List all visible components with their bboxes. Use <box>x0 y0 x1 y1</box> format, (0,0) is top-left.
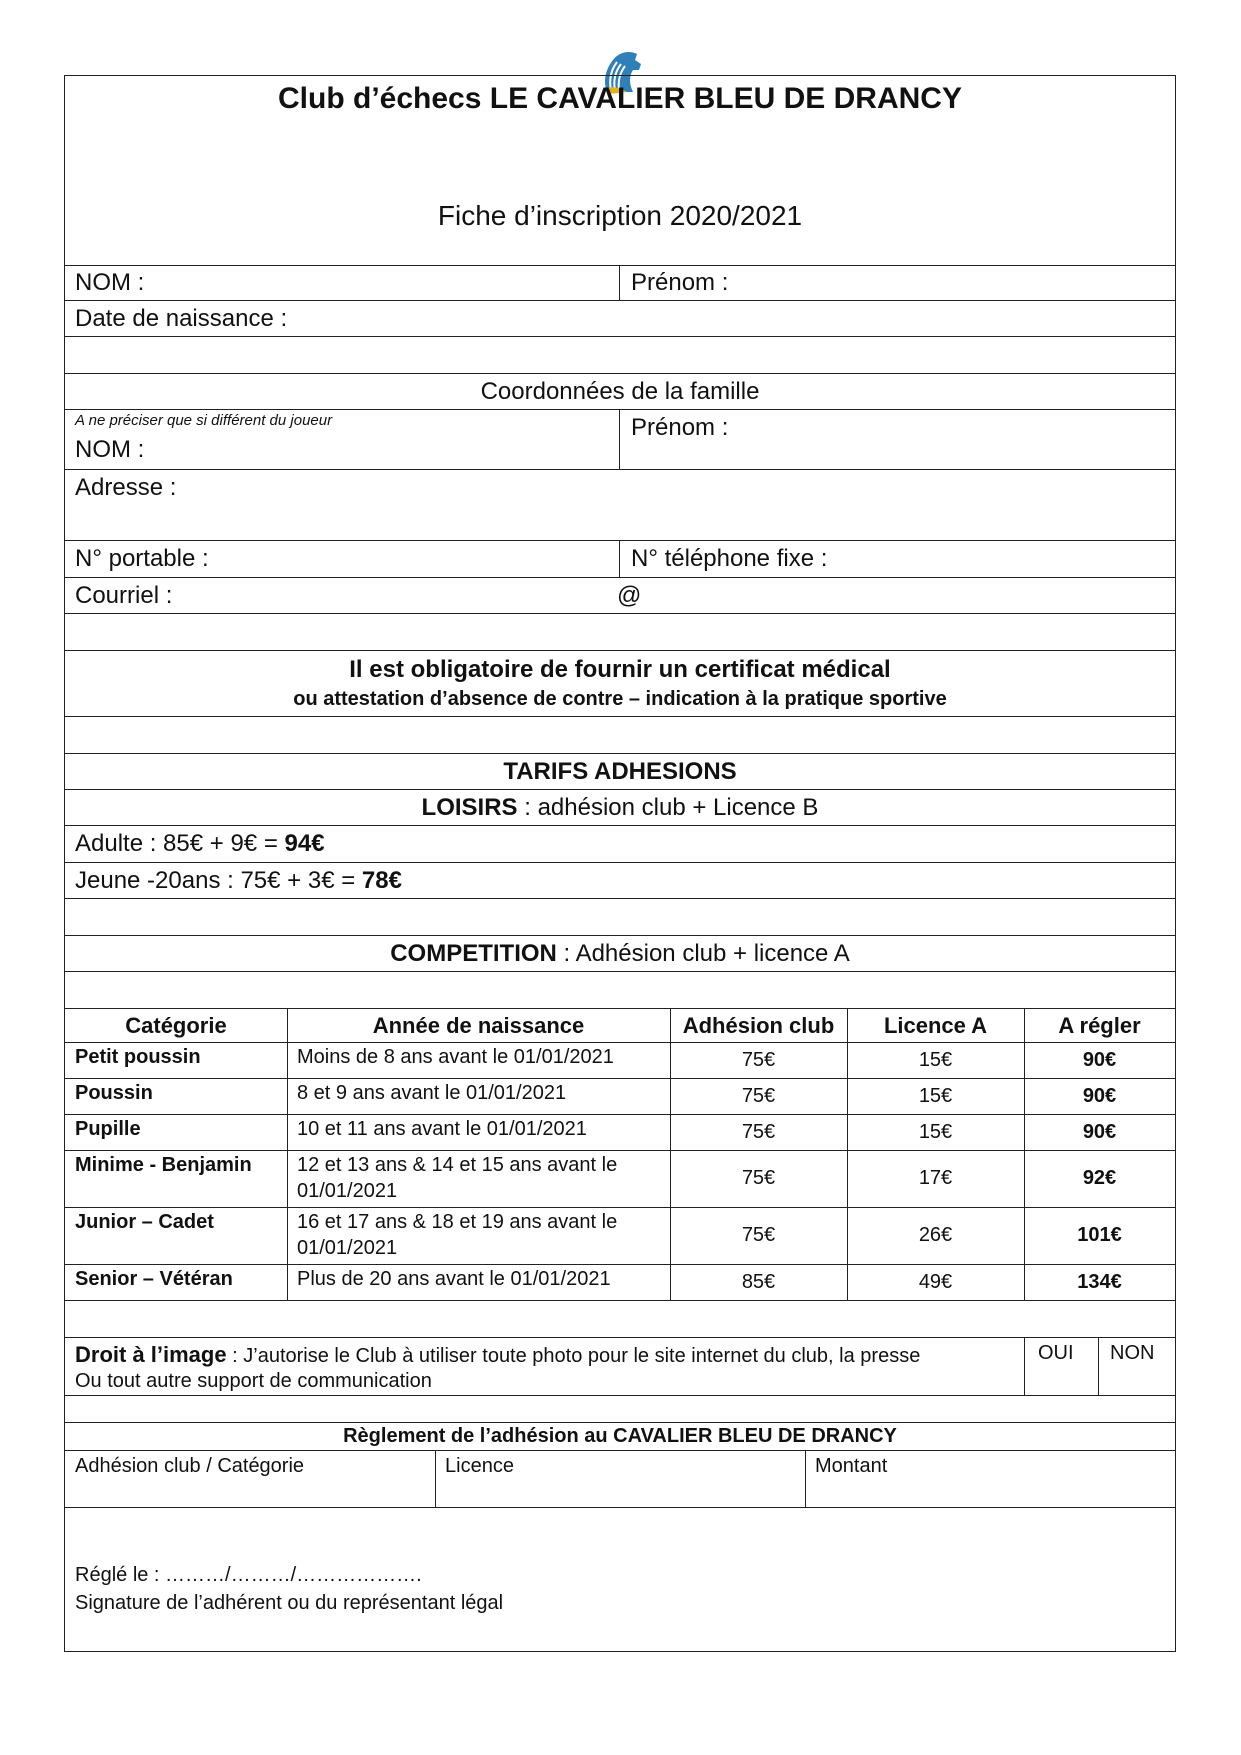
reglement-heading-row <box>65 1423 1175 1451</box>
row-total: 90€ <box>1082 1085 1117 1107</box>
row-categorie: Junior – Cadet <box>75 1211 214 1233</box>
row-categorie: Senior – Vétéran <box>75 1268 233 1290</box>
form-subtitle: Fiche d’inscription 2020/2021 <box>437 200 803 231</box>
row-annee: 10 et 11 ans avant le 01/01/2021 <box>297 1118 587 1140</box>
competition-line <box>65 940 1175 968</box>
birthdate-field[interactable]: Date de naissance : <box>75 305 288 332</box>
table-row <box>65 1208 1175 1265</box>
row-annee: Moins de 8 ans avant le 01/01/2021 <box>297 1046 614 1068</box>
row-total: 92€ <box>1082 1167 1117 1189</box>
player-nom-field[interactable]: NOM : <box>75 269 145 296</box>
row-licence: 15€ <box>918 1121 953 1143</box>
spacer-row <box>65 717 1175 754</box>
family-heading-row <box>65 374 1175 410</box>
spacer-row <box>65 614 1175 651</box>
medical-notice-detail: ou attestation d’absence de contre – indication à la pratique sportive <box>293 688 947 710</box>
reglement-heading: Règlement de l’adhésion au CAVALIER BLEU DE DRANCY <box>343 1425 897 1447</box>
loisirs-label: LOISIRS <box>421 794 518 821</box>
loisirs-description: : adhésion club + Licence B <box>517 794 819 821</box>
image-rights-oui[interactable]: OUI <box>1038 1342 1074 1364</box>
row-adhesion: 75€ <box>741 1224 776 1246</box>
player-prenom-field[interactable]: Prénom : <box>631 269 729 296</box>
loisirs-row <box>65 790 1175 826</box>
table-row <box>65 1043 1175 1079</box>
competition-label: COMPETITION <box>390 940 557 967</box>
image-rights-text-cont: Ou tout autre support de communication <box>75 1370 432 1392</box>
medical-row <box>65 651 1175 717</box>
row-total: 90€ <box>1082 1049 1117 1071</box>
row-licence: 15€ <box>918 1049 953 1071</box>
row-adhesion: 85€ <box>741 1271 776 1293</box>
row-adhesion: 75€ <box>741 1167 776 1189</box>
row-annee: 12 et 13 ans & 14 et 15 ans avant le <box>297 1154 618 1176</box>
tariff-table-header <box>65 1009 1175 1043</box>
competition-row <box>65 936 1175 972</box>
image-rights-row <box>65 1338 1175 1396</box>
family-nom-field[interactable]: NOM : <box>75 436 145 463</box>
player-name-row <box>65 266 1175 301</box>
row-annee-cont: 01/01/2021 <box>297 1237 398 1259</box>
signature-field[interactable]: Signature de l’adhérent ou du représentant légal <box>75 1592 504 1614</box>
jeune-price <box>75 867 402 895</box>
tarifs-heading: TARIFS ADHESIONS <box>503 758 737 785</box>
spacer-row <box>65 972 1175 1009</box>
birthdate-row <box>65 301 1175 337</box>
image-rights-consent: : J’autorise le Club à utiliser toute photo pour le site internet du club, la presse <box>226 1345 921 1367</box>
jeune-formula: Jeune -20ans : 75€ + 3€ = <box>75 867 362 894</box>
row-licence: 17€ <box>918 1167 953 1189</box>
loisirs-line <box>65 794 1175 822</box>
email-row <box>65 578 1175 614</box>
row-adhesion: 75€ <box>741 1121 776 1143</box>
competition-description: : Adhésion club + licence A <box>556 940 850 967</box>
family-note: A ne préciser que si différent du joueur <box>75 412 333 429</box>
club-title: Club d’échecs LE CAVALIER BLEU DE DRANCY <box>278 82 962 115</box>
table-row <box>65 1265 1175 1301</box>
row-licence: 15€ <box>918 1085 953 1107</box>
row-categorie: Petit poussin <box>75 1046 201 1068</box>
adulte-row <box>65 826 1175 863</box>
image-rights-text <box>75 1342 920 1368</box>
phone-row <box>65 541 1175 578</box>
col-header-licence: Licence A <box>883 1013 988 1038</box>
row-licence: 26€ <box>918 1224 953 1246</box>
col-header-annee: Année de naissance <box>372 1013 585 1038</box>
row-categorie: Poussin <box>75 1082 153 1104</box>
landline-field[interactable]: N° téléphone fixe : <box>631 545 828 572</box>
spacer-row <box>65 337 1175 374</box>
row-total: 90€ <box>1082 1121 1117 1143</box>
mobile-field[interactable]: N° portable : <box>75 545 209 572</box>
registration-form <box>64 75 1176 1652</box>
family-name-row <box>65 410 1175 470</box>
family-heading: Coordonnées de la famille <box>480 378 760 405</box>
col-header-categorie: Catégorie <box>125 1013 227 1038</box>
adulte-formula: Adulte : 85€ + 9€ = <box>75 830 285 857</box>
row-adhesion: 75€ <box>741 1085 776 1107</box>
medical-notice: Il est obligatoire de fournir un certificat médical <box>349 656 891 683</box>
tarifs-heading-row <box>65 754 1175 790</box>
spacer-row <box>65 1396 1175 1423</box>
reglement-adhesion-field[interactable]: Adhésion club / Catégorie <box>75 1455 305 1477</box>
spacer-row <box>65 1301 1175 1338</box>
row-annee: Plus de 20 ans avant le 01/01/2021 <box>297 1268 611 1290</box>
table-row <box>65 1115 1175 1151</box>
table-row <box>65 1151 1175 1208</box>
jeune-row <box>65 863 1175 899</box>
reglement-montant-field[interactable]: Montant <box>815 1455 888 1477</box>
row-total: 134€ <box>1077 1271 1122 1293</box>
row-annee: 16 et 17 ans & 18 et 19 ans avant le <box>297 1211 618 1233</box>
row-categorie: Minime - Benjamin <box>75 1154 252 1176</box>
row-annee-cont: 01/01/2021 <box>297 1180 398 1202</box>
adulte-total: 94€ <box>284 830 325 857</box>
col-header-a-regler: A régler <box>1058 1013 1141 1038</box>
row-adhesion: 75€ <box>741 1049 776 1071</box>
family-prenom-field[interactable]: Prénom : <box>631 414 729 441</box>
email-field[interactable]: Courriel : <box>75 582 173 609</box>
spacer-row <box>65 899 1175 936</box>
address-field[interactable]: Adresse : <box>75 474 177 501</box>
image-rights-non[interactable]: NON <box>1110 1342 1155 1364</box>
col-header-adhesion: Adhésion club <box>682 1013 835 1038</box>
adulte-price <box>75 830 325 858</box>
reglement-columns-row <box>65 1451 1175 1508</box>
email-at-sign: @ <box>617 582 642 609</box>
form-header <box>65 76 1175 266</box>
jeune-total: 78€ <box>361 867 402 894</box>
regle-le-field[interactable]: Réglé le : ………/………/………………. <box>75 1564 422 1586</box>
address-row <box>65 470 1175 541</box>
row-licence: 49€ <box>918 1271 953 1293</box>
row-categorie: Pupille <box>75 1118 141 1140</box>
row-total: 101€ <box>1077 1224 1122 1246</box>
table-row <box>65 1079 1175 1115</box>
reglement-licence-field[interactable]: Licence <box>445 1455 514 1477</box>
row-annee: 8 et 9 ans avant le 01/01/2021 <box>297 1082 567 1104</box>
image-rights-label: Droit à l’image <box>75 1342 227 1367</box>
